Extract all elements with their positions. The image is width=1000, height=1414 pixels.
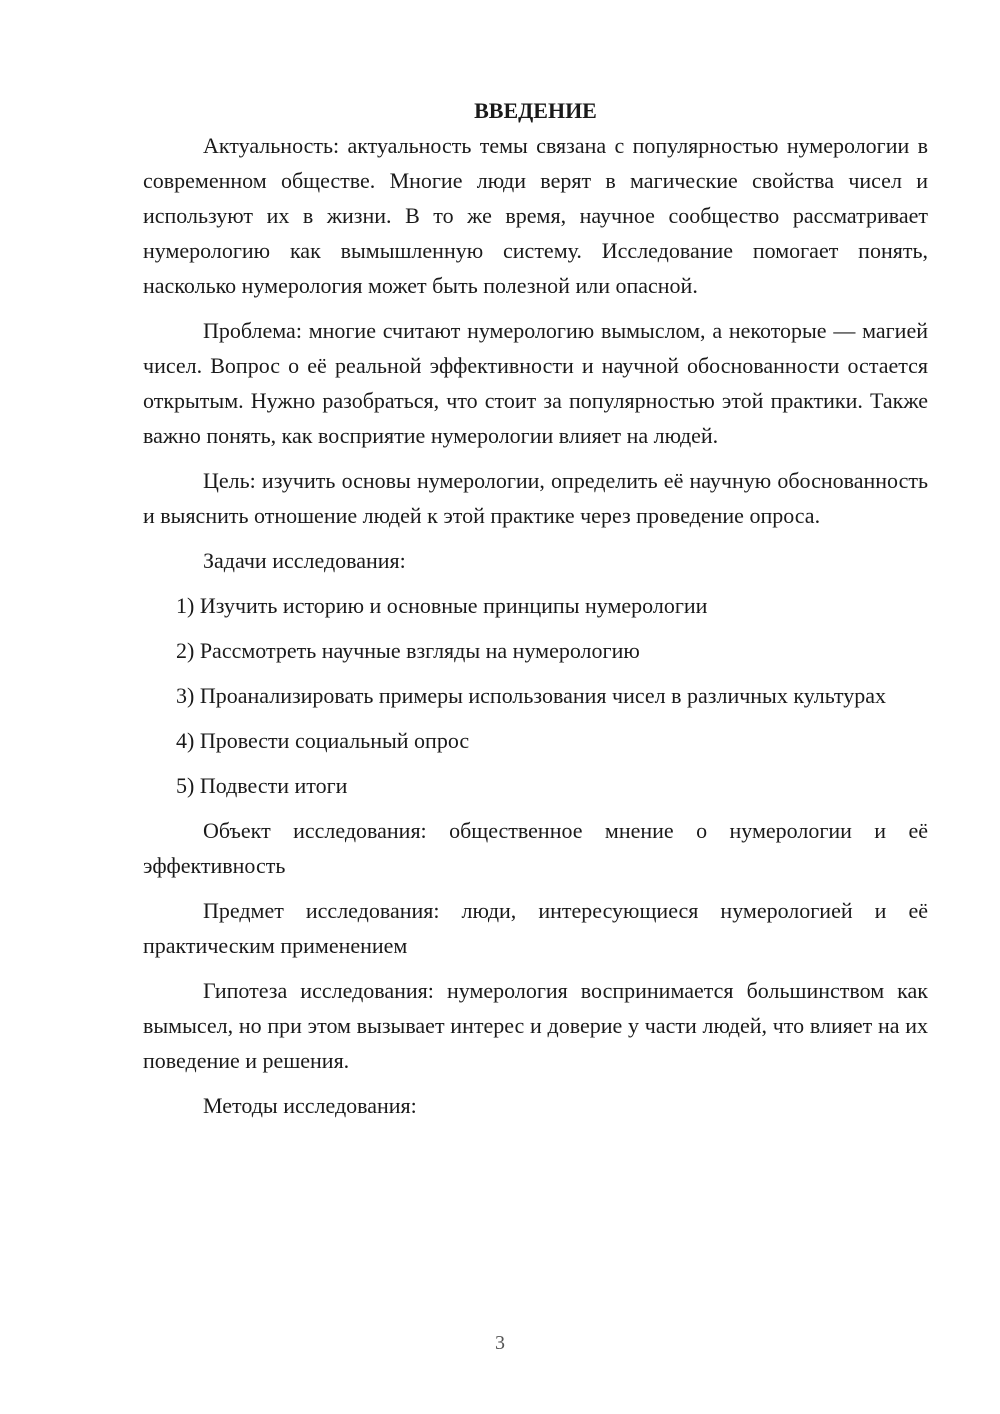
methods-heading: Методы исследования: [203,1093,417,1118]
paragraph-problem: Проблема: многие считают нумерологию вымыслом, а некоторые — магией чисел. Вопрос о её реальной эффективности и научной обоснованности остается открытым. Нужно разобраться, что стоит за популярностью этой практики. Также важно понять, как восприятие нумерологии влияет на людей. [143,318,928,448]
task-list [143,588,928,803]
section-title: ВВЕДЕНИЕ [474,98,597,123]
document-page [143,93,928,1123]
paragraph-object: Объект исследования: общественное мнение о нумерологии и её эффективность [143,818,928,878]
list-item: 1) Изучить историю и основные принципы нумерологии [176,593,708,618]
list-item: 4) Провести социальный опрос [176,728,470,753]
tasks-heading: Задачи исследования: [203,548,406,573]
list-item: 2) Рассмотреть научные взгляды на нумерологию [176,638,640,663]
list-item: 5) Подвести итоги [176,773,348,798]
list-item: 3) Проанализировать примеры использования чисел в различных культурах [176,683,887,708]
paragraph-relevance: Актуальность: актуальность темы связана с популярностью нумерологии в современном обществе. Многие люди верят в магические свойства чисел и используют их в жизни. В то же время, научное сообщество рассматривает нумерологию как вымышленную систему. Исследование помогает понять, насколько нумерология может быть полезной или опасной. [143,133,928,298]
paragraph-goal: Цель: изучить основы нумерологии, определить её научную обоснованность и выяснить отношение людей к этой практике через проведение опроса. [143,468,928,528]
paragraph-subject: Предмет исследования: люди, интересующиеся нумерологией и её практическим применением [143,898,928,958]
paragraph-hypothesis: Гипотеза исследования: нумерология воспринимается большинством как вымысел, но при этом вызывает интерес и доверие у части людей, что влияет на их поведение и решения. [143,978,928,1073]
page-number: 3 [495,1332,505,1354]
